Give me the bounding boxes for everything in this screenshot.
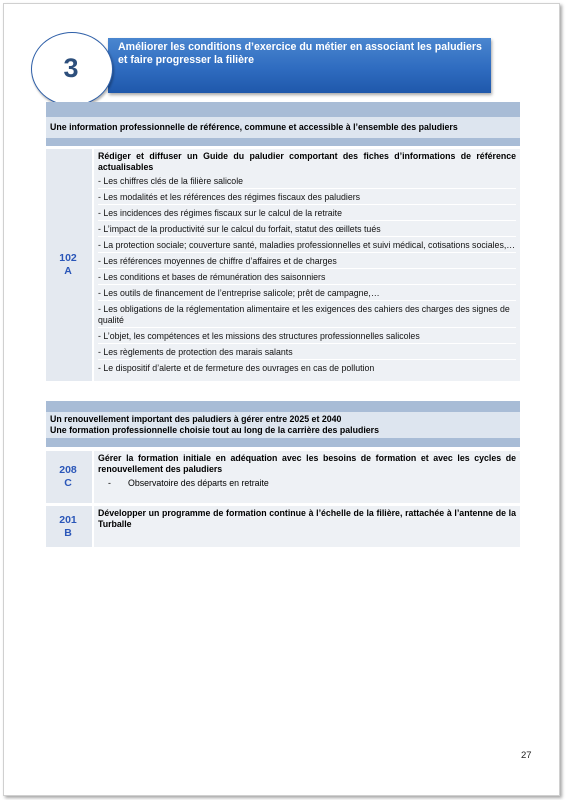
action-row-201b bbox=[46, 506, 520, 547]
action-code-letter: B bbox=[64, 526, 72, 539]
action-content bbox=[92, 506, 520, 547]
action-row-102a bbox=[46, 149, 520, 381]
action-row-208c bbox=[46, 451, 520, 503]
action-code-letter: C bbox=[64, 477, 72, 489]
action-content bbox=[92, 149, 520, 381]
list-item: - L’impact de la productivité sur le calcul du forfait, statut des œillets tués bbox=[98, 224, 516, 237]
list-item: - La protection sociale; couverture santé, maladies professionnelles et suivi médical, cotisations sociales,… bbox=[98, 240, 516, 253]
page-number: 27 bbox=[521, 750, 532, 761]
list-item: - L’objet, les compétences et les missions des structures professionnelles salicoles bbox=[98, 331, 516, 344]
action-lead: Rédiger et diffuser un Guide du paludier comportant des fiches d’informations de référence actualisables bbox=[98, 151, 516, 172]
action-content bbox=[92, 451, 520, 503]
action-code-number: 201 bbox=[59, 513, 77, 526]
action-code-number: 208 bbox=[59, 464, 77, 476]
action-lead: Gérer la formation initiale en adéquation avec les besoins de formation et avec les cycles de renouvellement des paludiers bbox=[98, 453, 516, 474]
action-code bbox=[46, 149, 90, 381]
section2-header bbox=[46, 401, 520, 447]
section2-heading-line2: Une formation professionnelle choisie tout au long de la carrière des paludiers bbox=[50, 425, 379, 435]
sub-item bbox=[98, 478, 516, 489]
sub-item-text: Observatoire des départs en retraite bbox=[128, 478, 269, 488]
action-code-letter: A bbox=[64, 265, 72, 277]
section1-header bbox=[46, 102, 520, 146]
section2-heading-line1: Un renouvellement important des paludiers à gérer entre 2025 et 2040 bbox=[50, 414, 342, 424]
list-item: - Les outils de financement de l’entreprise salicole; prêt de campagne,… bbox=[98, 288, 516, 301]
sub-item-dash: - bbox=[108, 478, 111, 488]
section1-heading: Une information professionnelle de référence, commune et accessible à l’ensemble des paludiers bbox=[50, 122, 458, 132]
list-item: - Les références moyennes de chiffre d’affaires et de charges bbox=[98, 256, 516, 269]
action-lead: Développer un programme de formation continue à l’échelle de la filière, rattachée à l’antenne de la Turballe bbox=[98, 508, 516, 529]
list-item: - Les incidences des régimes fiscaux sur le calcul de la retraite bbox=[98, 208, 516, 221]
section-number: 3 bbox=[63, 52, 79, 83]
list-item: - Le dispositif d’alerte et de fermeture des ouvrages en cas de pollution bbox=[98, 363, 375, 373]
list-item: - Les règlements de protection des marais salants bbox=[98, 347, 516, 360]
action-code bbox=[46, 506, 90, 547]
list-item: - Les conditions et bases de rémunération des saisonniers bbox=[98, 272, 516, 285]
list-item: - Les chiffres clés de la filière salicole bbox=[98, 176, 516, 189]
list-item: - Les modalités et les références des régimes fiscaux des paludiers bbox=[98, 192, 516, 205]
list-item: - Les obligations de la réglementation alimentaire et les exigences des cahiers des charges des signes de qualité bbox=[98, 304, 516, 328]
header-title: Améliorer les conditions d’exercice du métier en associant les paludiers et faire progresser la filière bbox=[118, 41, 482, 66]
action-code-number: 102 bbox=[59, 252, 77, 264]
action-code bbox=[46, 451, 90, 503]
